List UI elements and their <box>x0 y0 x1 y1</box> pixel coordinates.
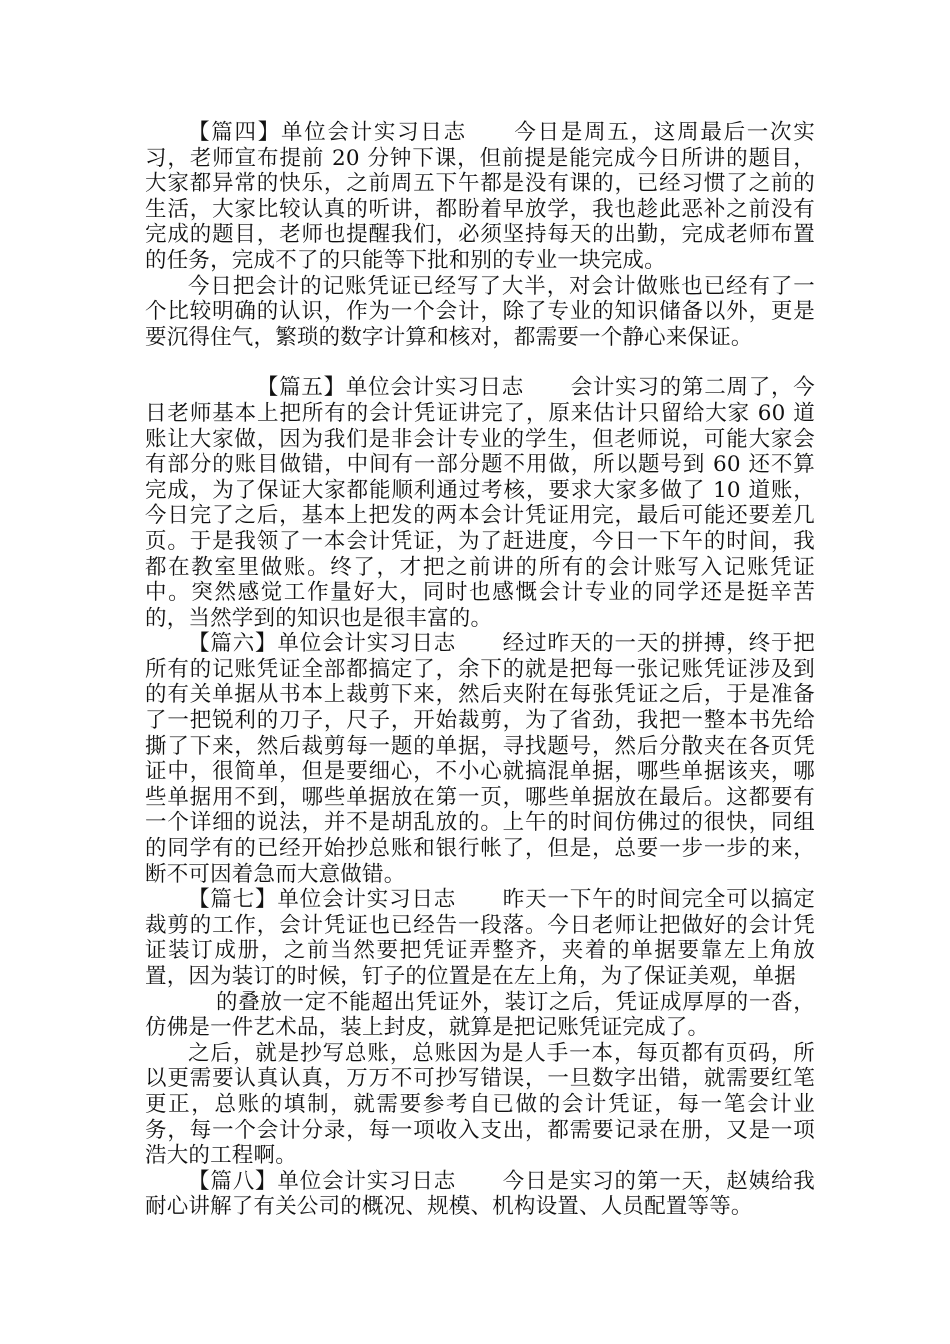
paragraph-heading: 【篇四】单位会计实习日志 <box>188 120 467 145</box>
document-body <box>145 120 815 1220</box>
paragraph-pian-qi <box>145 887 815 989</box>
paragraph-continuation <box>145 990 815 1041</box>
paragraph-text: 的叠放一定不能超出凭证外，装订之后，凭证成厚厚的一沓，仿佛是一件艺术品，装上封皮，就算是把记账凭证完成了。 <box>145 989 815 1041</box>
paragraph-pian-liu <box>145 631 815 887</box>
paragraph-continuation <box>145 274 815 351</box>
paragraph-pian-ba <box>145 1169 815 1220</box>
paragraph-heading: 【篇八】单位会计实习日志 <box>188 1168 457 1194</box>
paragraph-continuation <box>145 1041 815 1169</box>
paragraph-pian-si <box>145 120 815 274</box>
paragraph-text: 会计实习的第二周了，今日老师基本上把所有的会计凭证讲完了，原来估计只留给大家 60 道账让大家做，因为我们是非会计专业的学生，但老师说，可能大家会有部分的账目做错，中间有一部分题不用做，所以题号到 60 还不算完成，为了保证大家都能顺利通过考核，要求大家多做了 10 道账，今日完了之后，基本上把发的两本会计凭证用完，最后可能还要差几页。于是我领了一本会计凭证，为了赶进度，今日一下午的时间，我都在教室里做账。终了，才把之前讲的所有的会计账写入记账凭证中。突然感觉工作量好大，同时也感慨会计专业的同学还是挺辛苦的，当然学到的知识也是很丰富的。 <box>145 375 815 631</box>
paragraph-heading: 【篇五】单位会计实习日志 <box>256 375 525 401</box>
paragraph-text: 经过昨天的一天的拼搏，终于把所有的记账凭证全部都搞定了，余下的就是把每一张记账凭证涉及到的有关单据从书本上裁剪下来，然后夹附在每张凭证之后，于是准备了一把锐利的刀子，尺子，开始裁剪，为了省劲，我把一整本书先给撕了下来，然后裁剪每一题的单据，寻找题号，然后分散夹在各页凭证中，很简单，但是要细心，不小心就搞混单据，哪些单据该夹，哪些单据用不到，哪些单据放在第一页，哪些单据放在最后。这都要有一个详细的说法，并不是胡乱放的。上午的时间仿佛过的很快，同组的同学有的已经开始抄总账和银行帐了，但是，总要一步一步的来，断不可因着急而大意做错。 <box>145 631 815 887</box>
paragraph-pian-wu <box>145 375 815 631</box>
paragraph-text: 今日把会计的记账凭证已经写了大半，对会计做账也已经有了一个比较明确的认识，作为一个会计，除了专业的知识储备以外，更是要沉得住气，繁琐的数字计算和核对，都需要一个静心来保证。 <box>145 273 815 350</box>
paragraph-heading: 【篇六】单位会计实习日志 <box>188 631 457 657</box>
paragraph-text: 今日是实习的第一天，赵姨给我耐心讲解了有关公司的概况、规模、机构设置、人员配置等等。 <box>145 1168 815 1220</box>
paragraph-text: 昨天一下午的时间完全可以搞定裁剪的工作，会计凭证也已经告一段落。今日老师让把做好的会计凭证装订成册，之前当然要把凭证弄整齐，夹着的单据要靠左上角放置，因为装订的时候，钉子的位置是在左上角，为了保证美观，单据 <box>145 887 815 989</box>
paragraph-heading: 【篇七】单位会计实习日志 <box>188 887 457 913</box>
paragraph-text: 之后，就是抄写总账，总账因为是人手一本，每页都有页码，所以更需要认真认真，万万不可抄写错误，一旦数字出错，就需要红笔更正，总账的填制，就需要参考自已做的会计凭证，每一笔会计业务，每一个会计分录，每一项收入支出，都需要记录在册，又是一项浩大的工程啊。 <box>145 1040 815 1169</box>
paragraph-text: 今日是周五，这周最后一次实习，老师宣布提前 20 分钟下课，但前提是能完成今日所讲的题目，大家都异常的快乐，之前周五下午都是没有课的，已经习惯了之前的生活，大家比较认真的听讲，都盼着早放学，我也趁此恶补之前没有完成的题目，老师也提醒我们，必须坚持每天的出勤，完成老师布置的任务，完成不了的只能等下批和别的专业一块完成。 <box>145 120 815 273</box>
